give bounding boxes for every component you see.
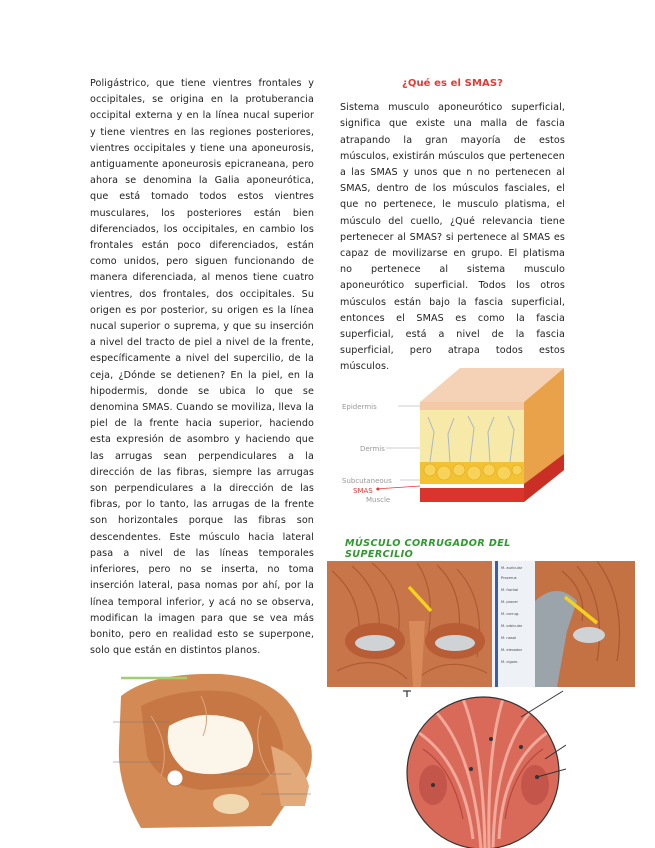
svg-text:M. procer: M. procer: [501, 600, 518, 604]
epidermis-label: Epidermis: [342, 403, 377, 411]
svg-text:M. auricular: M. auricular: [501, 566, 523, 570]
sagittal-head-figure: [111, 666, 321, 832]
skin-layers-diagram: [338, 362, 568, 508]
left-paragraph: Poligástrico, que tiene vientres frontales y occipitales, se origina en la protuberancia occipital externa y en la línea nucal superior y tiene vientres en las regiones posteriores, vientres occipitales y tiene una aponeurosis, antiguamente aponeurosis epicraneana, pero ahora se denomina la Galia aponeurótica, que está tomado todos estos vientres musculares, los posteriores están bien diferenciados, los occipitales, en cambio los frontales están poco diferenciados, están como unidos, pero siguen funcionando de manera diferenciada, al menos tiene cuatro vientres, dos frontales, dos occipitales. Su origen es por posterior, su origen es la línea nucal superior o suprema, y que su inserción a nivel del tracto de piel a nivel de la frente, específicamente a nivel del supercilio, de la ceja, ¿Dónde se detienen? En la piel, en la hipodermis, donde se ubica lo que se denomina SMAS. Cuando se moviliza, lleva la piel de la frente hacia superior, haciendo esta expresión de asombro y haciendo que las arrugas sean perpendiculares a la dirección de las fibras, siempre las arrugas son perpendiculares a la dirección de las fibras, por lo tanto, las arrugas de la frente son horizontales porque las fibras son descendentes. Este músculo hacia lateral pasa a nivel de las líneas temporales inferiores, pero no se inserta, no toma inserción lateral, pasa nomas por ahí, por la línea temporal inferior, y acá no se observa, modifican la imagen para que se vea más bonito, pero en realidad esto se superpone, solo que están en distintos planos.: [90, 78, 314, 657]
right-column: [340, 76, 565, 376]
svg-text:M. orbicular: M. orbicular: [501, 624, 523, 628]
muscle-layer: [420, 488, 524, 502]
corrugator-circle-figure: [403, 689, 566, 848]
brain-white-matter: [168, 715, 253, 774]
facial-muscles-figure: [327, 561, 635, 687]
corrugator-heading: MÚSCULO CORRUGADOR DEL SUPERCILIO: [345, 538, 511, 560]
svg-text:Procerus: Procerus: [501, 576, 517, 580]
epidermis-layer: [420, 402, 524, 410]
dermis-label: Dermis: [360, 445, 385, 453]
subcutaneous-label: Subcutaneous: [342, 477, 392, 485]
left-eye: [355, 635, 395, 651]
svg-text:M. elevador: M. elevador: [501, 648, 523, 652]
left-column: [90, 76, 314, 659]
smas-label: SMAS: [353, 487, 373, 495]
smas-layer: [420, 484, 524, 488]
right-paragraph: Sistema musculo aponeurótico superficial, significa que existe una malla de fascia atrapando la gran mayoría de estos músculos, existirán músculos que pertenecen a las SMAS y unos que n no pertenecen al SMAS, dentro de los músculos fasciales, el que no pertenece, le musculo platisma, el músculo del cuello, ¿Qué relevancia tiene pertenecer al SMAS? si pertenece al SMAS es capaz de movilizarse en grupo. El platisma no pertenece al sistema musculo aponeurótico superficial. Todos los otros músculos están bajo la fascia superficial, entonces el SMAS es como la fascia superficial, está a nivel de la fascia superficial, pero atrapa todos estos músculos.: [340, 102, 565, 373]
svg-text:M. cigom.: M. cigom.: [501, 660, 519, 664]
svg-text:M. frontal: M. frontal: [501, 588, 519, 592]
muscle-label: Muscle: [366, 496, 391, 504]
smas-heading: ¿Qué es el SMAS?: [401, 78, 504, 89]
svg-text:M. nasal: M. nasal: [501, 636, 516, 640]
svg-text:M. corrug.: M. corrug.: [501, 612, 520, 616]
right-eye: [435, 635, 475, 651]
